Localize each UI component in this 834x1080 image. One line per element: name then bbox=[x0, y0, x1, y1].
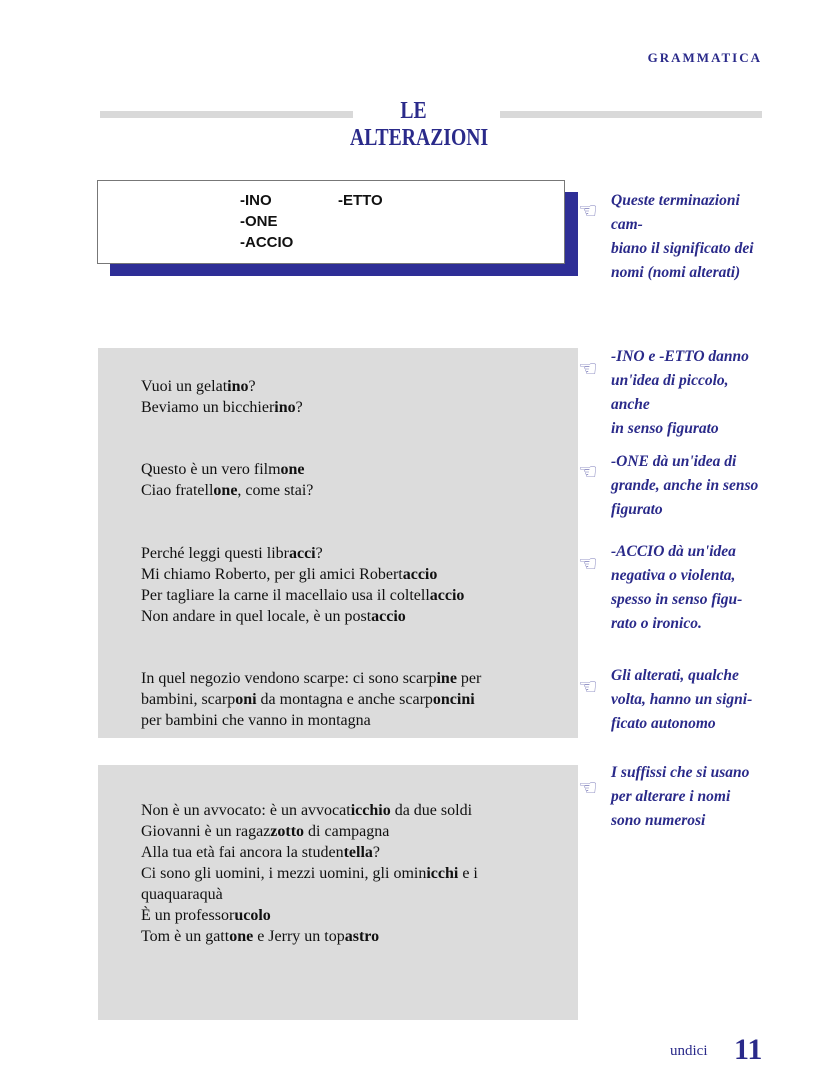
page-title: LE ALTERAZIONI bbox=[350, 98, 489, 151]
page-number-word: undici bbox=[670, 1043, 708, 1059]
example-accio-4: Non andare in quel locale, è un postaccio bbox=[141, 608, 406, 625]
example-altri-4: Ci sono gli uomini, i mezzi uomini, gli ominicchi e i bbox=[141, 865, 478, 882]
example-accio-1: Perché leggi questi libracci? bbox=[141, 545, 323, 562]
example-altri-5: quaquaraquà bbox=[141, 886, 223, 903]
pointing-hand-icon: ☜ bbox=[578, 551, 598, 576]
example-altri-2: Giovanni è un ragazzotto di campagna bbox=[141, 823, 390, 840]
note-one: -ONE dà un'idea di grande, anche in senso figurato bbox=[611, 453, 759, 518]
note-ino-etto: -INO e -ETTO danno un'idea di piccolo, anche in senso figurato bbox=[611, 348, 749, 437]
title-rule-right bbox=[500, 111, 762, 118]
note-accio: -ACCIO dà un'idea negativa o violenta, spesso in senso figu- rato o ironico. bbox=[611, 543, 743, 632]
title-rule-left bbox=[100, 111, 353, 118]
example-ino-1: Vuoi un gelatino? bbox=[141, 378, 256, 395]
example-altri-1: Non è un avvocato: è un avvocaticchio da due soldi bbox=[141, 802, 473, 819]
note-numerosi: I suffissi che si usano per alterare i nomi sono numerosi bbox=[611, 764, 750, 829]
suffix-box bbox=[97, 180, 565, 264]
note-autonomo: Gli alterati, qualche volta, hanno un signi- ficato autonomo bbox=[611, 667, 753, 732]
example-autonomo-2: bambini, scarponi da montagna e anche scarponcini bbox=[141, 691, 475, 708]
example-one-1: Questo è un vero filmone bbox=[141, 461, 305, 478]
example-accio-3: Per tagliare la carne il macellaio usa il coltellaccio bbox=[141, 587, 465, 604]
pointing-hand-icon: ☜ bbox=[578, 674, 598, 699]
example-autonomo-1: In quel negozio vendono scarpe: ci sono scarpine per bbox=[141, 670, 482, 687]
example-autonomo-3: per bambini che vanno in montagna bbox=[141, 712, 371, 729]
example-altri-3: Alla tua età fai ancora la studentella? bbox=[141, 844, 381, 861]
pointing-hand-icon: ☜ bbox=[578, 198, 598, 223]
suffix-one: -ONE bbox=[240, 213, 278, 230]
example-one-2: Ciao fratellone, come stai? bbox=[141, 482, 314, 499]
pointing-hand-icon: ☜ bbox=[578, 459, 598, 484]
example-ino-2: Beviamo un bicchierino? bbox=[141, 399, 303, 416]
pointing-hand-icon: ☜ bbox=[578, 356, 598, 381]
section-label: GRAMMATICA bbox=[647, 50, 762, 65]
suffix-ino: -INO bbox=[240, 192, 272, 209]
suffix-accio: -ACCIO bbox=[240, 234, 294, 251]
example-accio-2: Mi chiamo Roberto, per gli amici Robertaccio bbox=[141, 566, 438, 583]
page-number: 11 bbox=[734, 1033, 763, 1066]
example-altri-7: Tom è un gattone e Jerry un topastro bbox=[141, 928, 380, 945]
pointing-hand-icon: ☜ bbox=[578, 775, 598, 800]
suffix-etto: -ETTO bbox=[338, 192, 383, 209]
example-altri-6: È un professorucolo bbox=[141, 907, 271, 924]
note-terminazioni: Queste terminazioni cam- biano il significato dei nomi (nomi alterati) bbox=[611, 192, 754, 281]
